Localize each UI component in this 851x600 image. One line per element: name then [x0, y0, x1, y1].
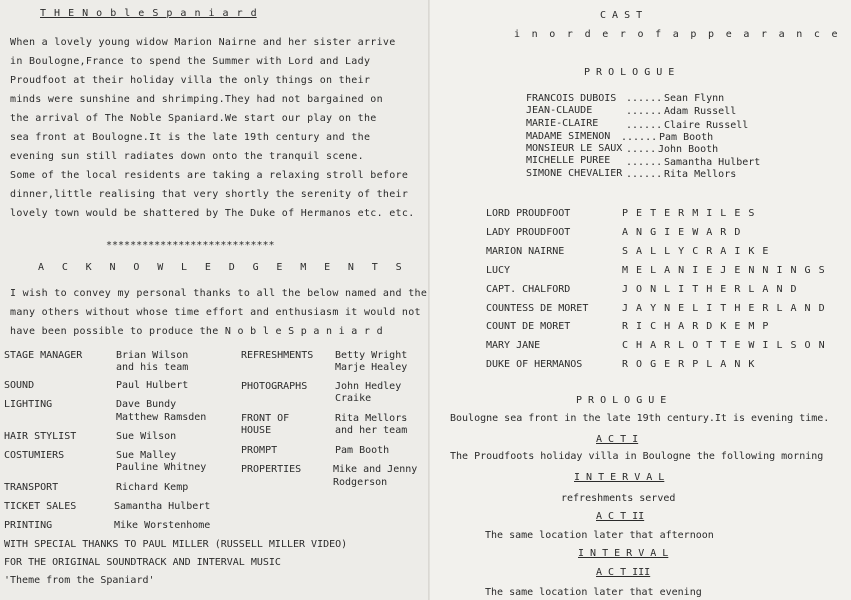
cast-role: DUKE OF HERMANOS — [486, 359, 583, 370]
cast-role: CAPT. CHALFORD — [486, 284, 571, 295]
scene-heading: P R O L O G U E — [576, 395, 667, 406]
scene-heading: A C T II — [596, 511, 645, 522]
intro-line: evening sun still radiates down onto the tranquil scene. — [10, 151, 364, 162]
prologue-actor: Samantha Hulbert — [664, 157, 761, 168]
prologue-actor: Rita Mellors — [664, 169, 737, 180]
cast-actor: J A Y N E L I T H E R L A N D — [622, 303, 826, 314]
cast-heading: C A S T — [600, 10, 643, 21]
ack-line: many others without whose time effort and enthusiasm it would not — [10, 307, 421, 318]
prologue-dots: ...... — [621, 132, 658, 143]
credit-name: Sue Malley — [116, 450, 177, 461]
special-thanks-line: FOR THE ORIGINAL SOUNDTRACK AND INTERVAL MUSIC — [4, 557, 281, 568]
credit-role: REFRESHMENTS — [241, 350, 314, 361]
scene-description: The same location later that afternoon — [485, 530, 714, 541]
prologue-dots: ...... — [626, 106, 663, 117]
cast-role: LORD PROUDFOOT — [486, 208, 571, 219]
prologue-actor: Claire Russell — [664, 120, 749, 131]
intro-line: When a lovely young widow Marion Nairne and her sister arrive — [10, 37, 396, 48]
credit-role: PRINTING — [4, 520, 53, 531]
credit-name: Richard Kemp — [116, 482, 189, 493]
credit-name: Dave Bundy — [116, 399, 177, 410]
credit-name: John Hedley — [335, 381, 402, 392]
intro-line: Some of the local residents are taking a relaxing stroll before — [10, 170, 409, 181]
credit-name: Paul Hulbert — [116, 380, 189, 391]
prologue-role: JEAN-CLAUDE — [526, 105, 593, 116]
cast-actor: R O G E R P L A N K — [622, 359, 756, 370]
ack-line: have been possible to produce the N o b l e S p a n i a r d — [10, 326, 383, 337]
play-title: T H E N o b l e S p a n i a r d — [40, 8, 257, 19]
credit-name: Brian Wilson — [116, 350, 189, 361]
cast-actor: S A L L Y C R A I K E — [622, 246, 770, 257]
cast-actor: C H A R L O T T E W I L S O N — [622, 340, 826, 351]
credit-role: HAIR STYLIST — [4, 431, 77, 442]
credit-role: FRONT OF HOUSE — [241, 413, 290, 436]
prologue-actor: Sean Flynn — [664, 93, 725, 104]
credit-name: Sue Wilson — [116, 431, 177, 442]
special-thanks-line: 'Theme from the Spaniard' — [4, 575, 155, 586]
scene-heading: I N T E R V A L — [574, 472, 665, 483]
cast-role: LUCY — [486, 265, 511, 276]
cast-role: MARY JANE — [486, 340, 541, 351]
intro-line: sea front at Boulogne.It is the late 19th century and the — [10, 132, 371, 143]
credit-role: PROMPT — [241, 445, 278, 456]
prologue-role: MICHELLE PUREE — [526, 155, 611, 166]
cast-role: LADY PROUDFOOT — [486, 227, 571, 238]
credit-role: STAGE MANAGER — [4, 350, 83, 361]
credit-role: COSTUMIERS — [4, 450, 65, 461]
scene-description: The same location later that evening — [485, 587, 702, 598]
prologue-actor: Adam Russell — [664, 106, 737, 117]
prologue-dots: ...... — [626, 120, 663, 131]
cast-actor: M E L A N I E J E N N I N G S — [622, 265, 826, 276]
ack-line: I wish to convey my personal thanks to all the below named and the — [10, 288, 428, 299]
intro-line: in Boulogne,France to spend the Summer with Lord and Lady — [10, 56, 371, 67]
acknowledgements-heading: A C K N O W L E D G E M E N T S — [38, 262, 404, 273]
scene-heading: I N T E R V A L — [578, 548, 669, 559]
credit-name: Pauline Whitney — [116, 462, 207, 473]
credit-role: TRANSPORT — [4, 482, 59, 493]
credit-name: Samantha Hulbert — [114, 501, 211, 512]
cast-actor: J O N L I T H E R L A N D — [622, 284, 798, 295]
intro-line: minds were sunshine and shrimping.They had not bargained on — [10, 94, 383, 105]
credit-name: Pam Booth — [335, 445, 390, 456]
credit-name: Marje Healey — [335, 362, 408, 373]
prologue-dots: ...... — [626, 169, 663, 180]
prologue-role: MARIE-CLAIRE — [526, 118, 599, 129]
credit-role: LIGHTING — [4, 399, 53, 410]
credit-role: PROPERTIES — [241, 464, 302, 475]
intro-line: the arrival of The Noble Spaniard.We start our play on the — [10, 113, 377, 124]
prologue-role: FRANCOIS DUBOIS — [526, 93, 617, 104]
credit-name: and his team — [116, 362, 189, 373]
credit-name: Rodgerson — [333, 477, 388, 488]
intro-line: lovely town would be shattered by The Duke of Hermanos etc. etc. — [10, 208, 415, 219]
prologue-actor: John Booth — [658, 144, 719, 155]
cast-actor: P E T E R M I L E S — [622, 208, 756, 219]
prologue-dots: ..... — [626, 144, 657, 155]
cast-actor: R I C H A R D K E M P — [622, 321, 770, 332]
credit-role: PHOTOGRAPHS — [241, 381, 308, 392]
scene-heading: A C T I — [596, 434, 639, 445]
credit-name: Rita Mellors — [335, 413, 408, 424]
credit-name: Matthew Ramsden — [116, 412, 207, 423]
right-page — [430, 0, 851, 600]
credit-name: Mike Worstenhome — [114, 520, 211, 531]
cast-role: MARION NAIRNE — [486, 246, 565, 257]
credit-role: TICKET SALES — [4, 501, 77, 512]
prologue-actor: Pam Booth — [659, 132, 714, 143]
cast-subheading: i n o r d e r o f a p p e a r a n c e — [514, 29, 839, 40]
cast-role: COUNT DE MORET — [486, 321, 571, 332]
credit-role: SOUND — [4, 380, 35, 391]
scene-description: The Proudfoots holiday villa in Boulogne the following morning — [450, 451, 824, 462]
intro-paragraph — [10, 33, 420, 223]
special-thanks-line: WITH SPECIAL THANKS TO PAUL MILLER (RUSSELL MILLER VIDEO) — [4, 539, 348, 550]
prologue-role: MADAME SIMENON — [526, 131, 611, 142]
prologue-dots: ...... — [626, 157, 663, 168]
credit-name: Craike — [335, 393, 372, 404]
prologue-role: MONSIEUR LE SAUX — [526, 143, 623, 154]
divider-stars: **************************** — [106, 240, 275, 251]
acknowledgements-paragraph — [10, 284, 428, 341]
scene-heading: A C T III — [596, 567, 651, 578]
prologue-role: SIMONE CHEVALIER — [526, 168, 623, 179]
intro-line: Proudfoot at their holiday villa the only things on their — [10, 75, 371, 86]
scene-description: refreshments served — [561, 493, 676, 504]
credit-name: Mike and Jenny — [333, 464, 418, 475]
cast-actor: A N G I E W A R D — [622, 227, 742, 238]
scene-description: Boulogne sea front in the late 19th century.It is evening time. — [450, 413, 830, 424]
intro-line: dinner,little realising that very shortly the serenity of their — [10, 189, 409, 200]
prologue-cast-heading: P R O L O G U E — [584, 67, 675, 78]
credit-name: and her team — [335, 425, 408, 436]
prologue-dots: ...... — [626, 93, 663, 104]
credit-name: Betty Wright — [335, 350, 408, 361]
cast-role: COUNTESS DE MORET — [486, 303, 589, 314]
